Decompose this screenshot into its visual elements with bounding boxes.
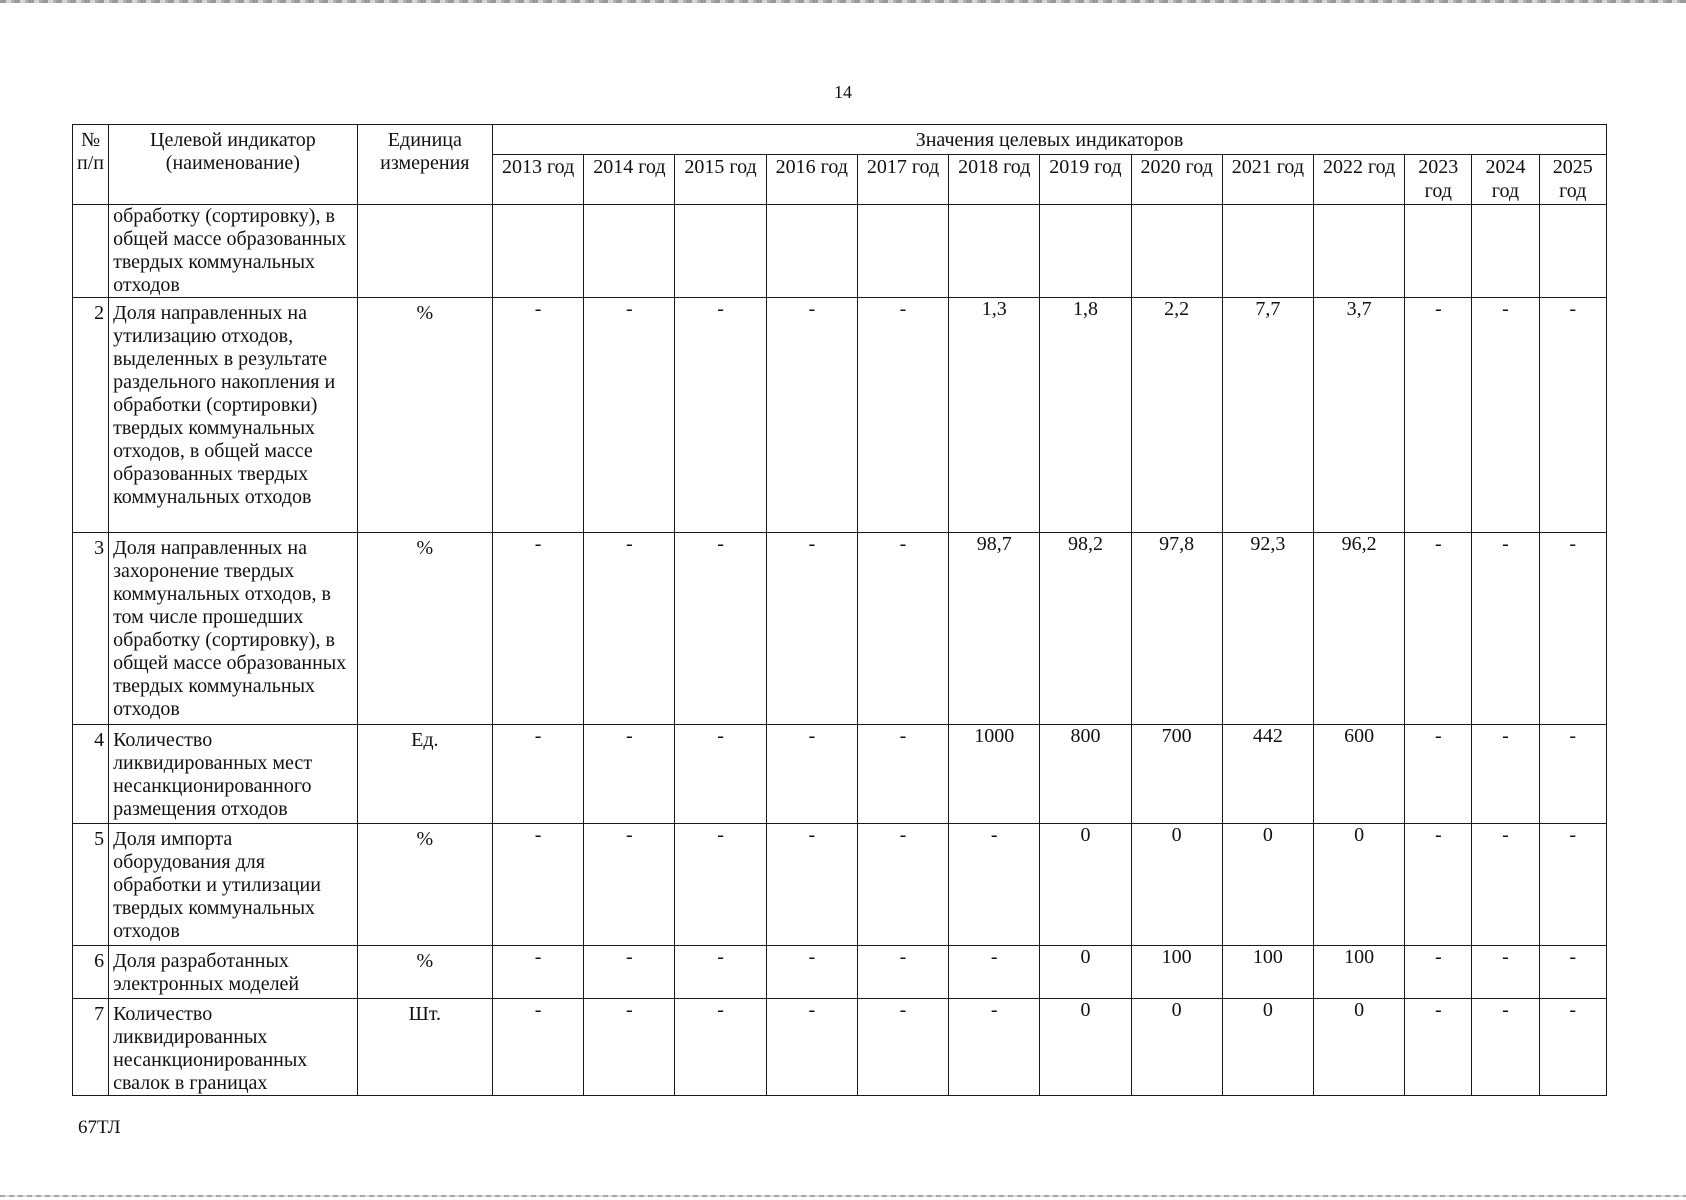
header-year: 2021 год bbox=[1222, 155, 1313, 205]
indicator-value bbox=[1222, 205, 1313, 298]
indicator-value: - bbox=[1472, 946, 1539, 999]
indicator-value: - bbox=[949, 999, 1040, 1096]
header-year: 2015 год bbox=[675, 155, 766, 205]
table-row bbox=[73, 205, 1607, 298]
table-row bbox=[73, 298, 1607, 533]
table-row bbox=[73, 533, 1607, 725]
row-number: 3 bbox=[73, 533, 109, 725]
indicator-name: Количество ликвидированных мест несанкционированного размещения отходов bbox=[109, 725, 358, 824]
indicator-name: Доля направленных на захоронение твердых коммунальных отходов, в том числе прошедших обработку (сортировку), в общей массе образованных твердых коммунальных отходов bbox=[109, 533, 358, 725]
header-year: 2024 год bbox=[1472, 155, 1539, 205]
unit: % bbox=[357, 533, 492, 725]
row-number: 6 bbox=[73, 946, 109, 999]
indicator-value: 100 bbox=[1313, 946, 1404, 999]
indicator-name: Количество ликвидированных несанкционированных свалок в границах bbox=[109, 999, 358, 1096]
indicator-value bbox=[1131, 205, 1222, 298]
header-indicator: Целевой индикатор (наименование) bbox=[109, 125, 358, 205]
indicator-value: 442 bbox=[1222, 725, 1313, 824]
indicator-value: 98,7 bbox=[949, 533, 1040, 725]
indicator-value: - bbox=[1539, 824, 1606, 946]
indicator-value: 1,8 bbox=[1040, 298, 1131, 533]
indicator-value: 700 bbox=[1131, 725, 1222, 824]
indicator-value: - bbox=[1539, 298, 1606, 533]
indicator-value bbox=[1539, 205, 1606, 298]
indicator-value: - bbox=[584, 533, 675, 725]
indicator-value: - bbox=[1472, 999, 1539, 1096]
indicator-value bbox=[1405, 205, 1472, 298]
indicators-table bbox=[72, 124, 1607, 1096]
indicator-value: - bbox=[1539, 533, 1606, 725]
indicator-value: - bbox=[1405, 999, 1472, 1096]
unit: % bbox=[357, 946, 492, 999]
unit bbox=[357, 205, 492, 298]
scan-edge-top bbox=[0, 0, 1686, 3]
indicator-value: - bbox=[675, 533, 766, 725]
indicator-value: 0 bbox=[1222, 824, 1313, 946]
indicator-value: - bbox=[1405, 298, 1472, 533]
indicator-value: 92,3 bbox=[1222, 533, 1313, 725]
indicator-value: 0 bbox=[1040, 824, 1131, 946]
indicator-value: 0 bbox=[1040, 999, 1131, 1096]
indicator-value: 0 bbox=[1313, 999, 1404, 1096]
indicator-value: - bbox=[1472, 533, 1539, 725]
row-number bbox=[73, 205, 109, 298]
indicator-value: - bbox=[857, 298, 948, 533]
indicator-value bbox=[1040, 205, 1131, 298]
indicator-value bbox=[584, 205, 675, 298]
indicator-value: - bbox=[493, 533, 584, 725]
indicator-value: - bbox=[493, 999, 584, 1096]
scan-edge-bottom bbox=[0, 1195, 1686, 1197]
indicator-name: Доля направленных на утилизацию отходов, выделенных в результате раздельного накопления и обработки (сортировки) твердых коммунальных отходов, в общей массе образованных твердых коммунальных отходов bbox=[109, 298, 358, 533]
indicator-value: - bbox=[857, 725, 948, 824]
indicator-value: - bbox=[857, 824, 948, 946]
indicator-value: - bbox=[584, 946, 675, 999]
indicator-value: 600 bbox=[1313, 725, 1404, 824]
indicator-value bbox=[1313, 205, 1404, 298]
indicator-name: Доля импорта оборудования для обработки и утилизации твердых коммунальных отходов bbox=[109, 824, 358, 946]
indicator-value: 96,2 bbox=[1313, 533, 1404, 725]
indicator-value: 0 bbox=[1040, 946, 1131, 999]
header-year: 2025 год bbox=[1539, 155, 1606, 205]
indicator-value: 0 bbox=[1131, 999, 1222, 1096]
document-code: 67ТЛ bbox=[78, 1117, 121, 1138]
indicator-value: - bbox=[493, 298, 584, 533]
indicator-value: - bbox=[766, 824, 857, 946]
indicator-value: - bbox=[766, 999, 857, 1096]
header-values-title: Значения целевых индикаторов bbox=[493, 125, 1607, 155]
header-year: 2020 год bbox=[1131, 155, 1222, 205]
row-number: 2 bbox=[73, 298, 109, 533]
indicator-value: 0 bbox=[1222, 999, 1313, 1096]
unit: Ед. bbox=[357, 725, 492, 824]
indicator-value: 0 bbox=[1131, 824, 1222, 946]
indicator-value: - bbox=[766, 533, 857, 725]
unit: % bbox=[357, 824, 492, 946]
unit: Шт. bbox=[357, 999, 492, 1096]
table-row bbox=[73, 946, 1607, 999]
header-year: 2018 год bbox=[949, 155, 1040, 205]
table-body bbox=[73, 205, 1607, 1096]
indicator-value: - bbox=[675, 999, 766, 1096]
indicator-name: Доля разработанных электронных моделей bbox=[109, 946, 358, 999]
indicator-value: - bbox=[1472, 725, 1539, 824]
indicator-value: - bbox=[1539, 946, 1606, 999]
indicator-value: - bbox=[493, 946, 584, 999]
indicator-value: - bbox=[584, 725, 675, 824]
indicator-value bbox=[493, 205, 584, 298]
header-year: 2014 год bbox=[584, 155, 675, 205]
indicator-value: - bbox=[1472, 824, 1539, 946]
row-number: 7 bbox=[73, 999, 109, 1096]
header-year: 2013 год bbox=[493, 155, 584, 205]
indicator-value bbox=[766, 205, 857, 298]
indicator-value: - bbox=[584, 999, 675, 1096]
indicator-value: - bbox=[675, 298, 766, 533]
indicator-value: - bbox=[1405, 824, 1472, 946]
indicator-value: - bbox=[1472, 298, 1539, 533]
header-num: № п/п bbox=[73, 125, 109, 205]
indicator-value: - bbox=[1405, 946, 1472, 999]
table-header bbox=[73, 125, 1607, 205]
page-number: 14 bbox=[834, 82, 852, 102]
indicator-name: обработку (сортировку), в общей массе образованных твердых коммунальных отходов bbox=[109, 205, 358, 298]
table-row bbox=[73, 999, 1607, 1096]
indicator-value: - bbox=[584, 298, 675, 533]
indicator-value: 800 bbox=[1040, 725, 1131, 824]
indicator-value: - bbox=[675, 824, 766, 946]
indicator-value: - bbox=[949, 824, 1040, 946]
header-year: 2022 год bbox=[1313, 155, 1404, 205]
indicator-value: - bbox=[1405, 725, 1472, 824]
indicator-value: - bbox=[1539, 999, 1606, 1096]
table-row bbox=[73, 824, 1607, 946]
indicator-value: 97,8 bbox=[1131, 533, 1222, 725]
indicator-value: 98,2 bbox=[1040, 533, 1131, 725]
indicator-value: - bbox=[766, 298, 857, 533]
indicator-value bbox=[949, 205, 1040, 298]
indicator-value: 3,7 bbox=[1313, 298, 1404, 533]
indicator-value: 100 bbox=[1222, 946, 1313, 999]
indicator-value: - bbox=[1405, 533, 1472, 725]
table-row bbox=[73, 725, 1607, 824]
indicator-value: - bbox=[1539, 725, 1606, 824]
indicator-value: - bbox=[857, 946, 948, 999]
indicator-value: - bbox=[766, 725, 857, 824]
indicator-value: - bbox=[675, 725, 766, 824]
header-year: 2016 год bbox=[766, 155, 857, 205]
indicator-value: 0 bbox=[1313, 824, 1404, 946]
header-unit: Единица измерения bbox=[357, 125, 492, 205]
header-year: 2019 год bbox=[1040, 155, 1131, 205]
indicator-value: - bbox=[766, 946, 857, 999]
indicator-value: 1,3 bbox=[949, 298, 1040, 533]
indicator-value bbox=[1472, 205, 1539, 298]
indicator-value bbox=[857, 205, 948, 298]
indicator-value bbox=[675, 205, 766, 298]
indicator-value: - bbox=[949, 946, 1040, 999]
header-year: 2023 год bbox=[1405, 155, 1472, 205]
row-number: 4 bbox=[73, 725, 109, 824]
indicator-value: 7,7 bbox=[1222, 298, 1313, 533]
indicator-value: 100 bbox=[1131, 946, 1222, 999]
header-year: 2017 год bbox=[857, 155, 948, 205]
unit: % bbox=[357, 298, 492, 533]
row-number: 5 bbox=[73, 824, 109, 946]
indicator-value: 1000 bbox=[949, 725, 1040, 824]
indicator-value: - bbox=[857, 533, 948, 725]
indicator-value: - bbox=[493, 725, 584, 824]
indicator-value: - bbox=[675, 946, 766, 999]
indicator-value: - bbox=[584, 824, 675, 946]
indicator-value: 2,2 bbox=[1131, 298, 1222, 533]
indicator-value: - bbox=[493, 824, 584, 946]
indicator-value: - bbox=[857, 999, 948, 1096]
